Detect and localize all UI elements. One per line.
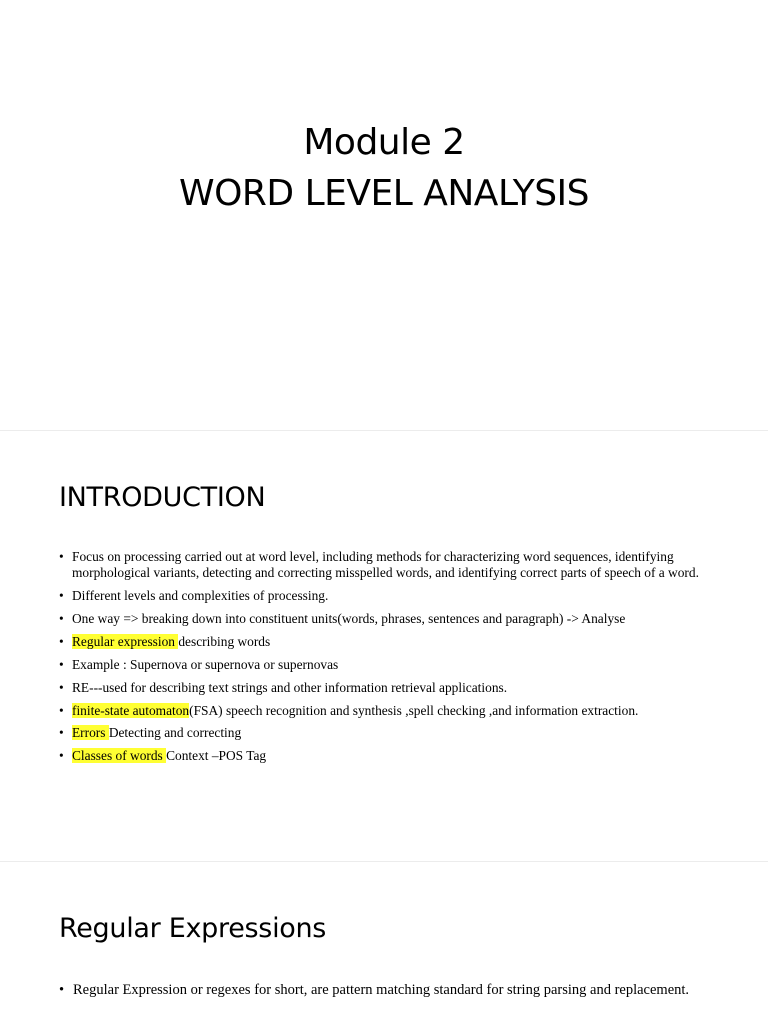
- bullet-list: [59, 982, 711, 999]
- bullet-icon: •: [59, 679, 64, 695]
- highlighted-term: finite-state automaton: [72, 702, 190, 718]
- list-item: [59, 549, 719, 580]
- bullet-icon: •: [59, 587, 64, 603]
- title-slide: [0, 0, 768, 430]
- list-item-text: Detecting and correcting: [108, 725, 242, 741]
- highlighted-term: Errors: [72, 725, 109, 741]
- highlighted-term: Regular expression: [72, 633, 179, 649]
- list-item-text: Focus on processing carried out at word level, including methods for characterizing word sequences, identifying morphological variants, detecting and correcting misspelled words, and identifying correct parts of speech of a word.: [72, 549, 699, 580]
- module-title: Module 2: [303, 122, 465, 163]
- list-item: [59, 982, 711, 999]
- list-item-text: Regular Expression or regexes for short, are pattern matching standard for string parsing and replacement.: [73, 982, 690, 998]
- bullet-icon: •: [59, 725, 64, 741]
- list-item: [59, 588, 719, 604]
- bullet-icon: •: [59, 633, 64, 649]
- module-subtitle: WORD LEVEL ANALYSIS: [178, 173, 590, 214]
- list-item-text: Context –POS Tag: [166, 748, 267, 764]
- list-item-text: (FSA) speech recognition and synthesis ,spell checking ,and information extraction.: [189, 702, 639, 718]
- introduction-slide: [0, 431, 768, 861]
- bullet-icon: •: [59, 549, 64, 564]
- bullet-icon: •: [59, 656, 64, 672]
- list-item-text: Example : Supernova or supernova or supernovas: [72, 656, 339, 672]
- list-item: [59, 725, 719, 741]
- bullet-icon: •: [59, 982, 65, 998]
- list-item-text: RE---used for describing text strings and other information retrieval applications.: [72, 679, 508, 695]
- list-item-text: One way => breaking down into constituent units(words, phrases, sentences and paragraph) -> Analyse: [72, 610, 626, 626]
- regular-expressions-slide: [0, 862, 768, 1024]
- list-item-text: Different levels and complexities of processing.: [72, 587, 329, 603]
- slide-heading: INTRODUCTION: [59, 482, 266, 513]
- bullet-icon: •: [59, 610, 64, 626]
- list-item: [59, 703, 719, 719]
- bullet-icon: •: [59, 702, 64, 718]
- list-item: [59, 634, 719, 650]
- list-item: [59, 748, 719, 764]
- bullet-list: [59, 549, 719, 771]
- slide-heading: Regular Expressions: [59, 913, 327, 944]
- list-item: [59, 611, 719, 627]
- highlighted-term: Classes of words: [72, 748, 167, 764]
- list-item-text: describing words: [178, 633, 271, 649]
- list-item: [59, 657, 719, 673]
- list-item: [59, 680, 719, 696]
- bullet-icon: •: [59, 748, 64, 764]
